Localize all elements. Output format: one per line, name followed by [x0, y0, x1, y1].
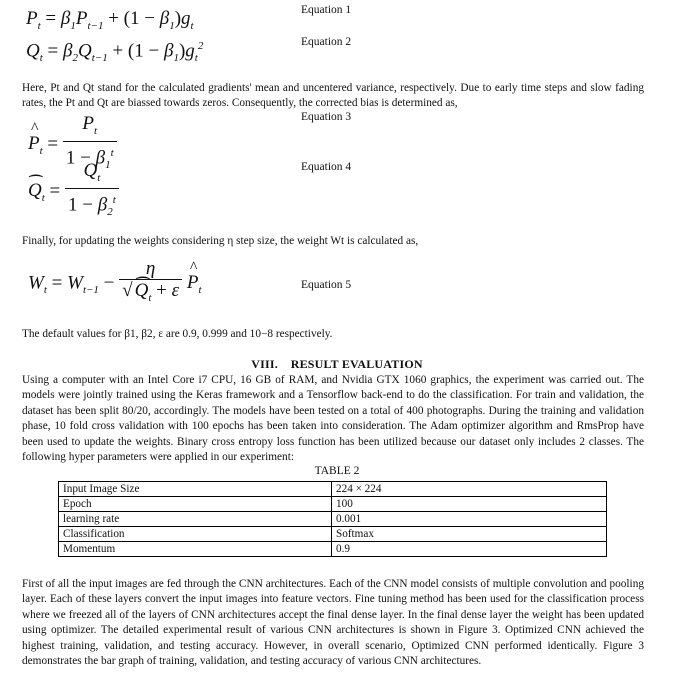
- table-cell-value: 224 × 224: [332, 482, 607, 497]
- table-row: [59, 497, 607, 512]
- section-heading: [0, 357, 674, 372]
- section-title: RESULT EVALUATION: [290, 357, 423, 371]
- table-cell-param: Momentum: [59, 542, 332, 557]
- table-cell-value: 0.9: [332, 542, 607, 557]
- section-number: VIII.: [251, 357, 278, 371]
- table-cell-value: Softmax: [332, 527, 607, 542]
- table-row: [59, 542, 607, 557]
- paragraph-results: First of all the input images are fed through the CNN architectures. Each of the CNN model consists of multiple convolution and pooling layer. Each of these layers convert the input images into feature vectors. Fine tuning method has been used for the classification process where we freezed all of the layers of CNN architectures accept the final dense layer. In the final dense layer the weight has been updated using optimizer. The detailed experimental result of various CNN architectures is shown in Figure 3. Optimized CNN achieved the highest training, validation, and testing accuracy. However, in overall scenario, Optimized CNN performed identically. Figure 3 demonstrates the bar graph of training, validation, and testing accuracy of various CNN architectures.: [22, 578, 644, 668]
- table-row: [59, 527, 607, 542]
- equation-3: ^ $P_t$ = $\frac{P_t}{1 - \beta_1^t}$: [28, 114, 117, 176]
- table-cell-value: 0.001: [332, 512, 607, 527]
- paragraph-defaults: The default values for β1, β2, ε are 0.9, 0.999 and 10−8 respectively.: [22, 328, 333, 340]
- equation-3-label: Equation 3: [301, 111, 352, 123]
- paragraph-gradients: Here, Pt and Qt stand for the calculated gradients' mean and uncentered variance, respectively. Due to early time steps and slow fading rates, the Pt and Qt are biassed towards zeros. Consequently, the corrected bias is determined as,: [22, 82, 644, 110]
- equation-5-label: Equation 5: [301, 279, 352, 291]
- paragraph-weights: Finally, for updating the weights considering η step size, the weight Wt is calculated as,: [22, 235, 419, 247]
- equation-4-label: Equation 4: [301, 161, 352, 173]
- table-cell-param: Classification: [59, 527, 332, 542]
- table-cell-value: 100: [332, 497, 607, 512]
- equation-4: ⌢ $Q_t$ = $\frac{Q_t}{1 - \beta_2^t}$: [28, 161, 119, 223]
- equation-2-label: Equation 2: [301, 36, 352, 48]
- paragraph-experiment: Using a computer with an Intel Core i7 CPU, 16 GB of RAM, and Nvidia GTX 1060 graphics, the experiment was carried out. The models were jointly trained using the Keras framework and a Tensorflow back-end to do the classification. For train and validation, the dataset has been split 80/20, accordingly. The models have been tested on a total of 400 photographs. During the training and validation phase, 10 fold cross validation with 100 epochs has been taken into consideration. The Adam optimizer algorithm and RmsProp have been used to update the weights. Binary cross entropy loss function has been utilized because our dataset only includes 2 classes. The following hyper parameters were applied in our experiment:: [22, 374, 644, 464]
- table-row: [59, 482, 607, 497]
- equation-1-label: Equation 1: [301, 4, 352, 16]
- table-cell-param: Input Image Size: [59, 482, 332, 497]
- table-row: [59, 512, 607, 527]
- hyperparameter-table: [58, 481, 607, 557]
- table-cell-param: learning rate: [59, 512, 332, 527]
- equation-2: $Q_t = \beta_2Q_{t-1} + (1 - \beta_1)g_t^2$: [26, 40, 204, 65]
- equation-5: $W_t = W_{t-1}$ − $\frac{\eta}{√⌢ Q_t + \varepsilon}$ ^ $P_t$: [28, 259, 202, 309]
- equation-1: $P_t = \beta_1P_{t-1} + (1 - \beta_1)g_t$: [26, 8, 194, 32]
- table-cell-param: Epoch: [59, 497, 332, 512]
- table-caption: TABLE 2: [314, 465, 360, 477]
